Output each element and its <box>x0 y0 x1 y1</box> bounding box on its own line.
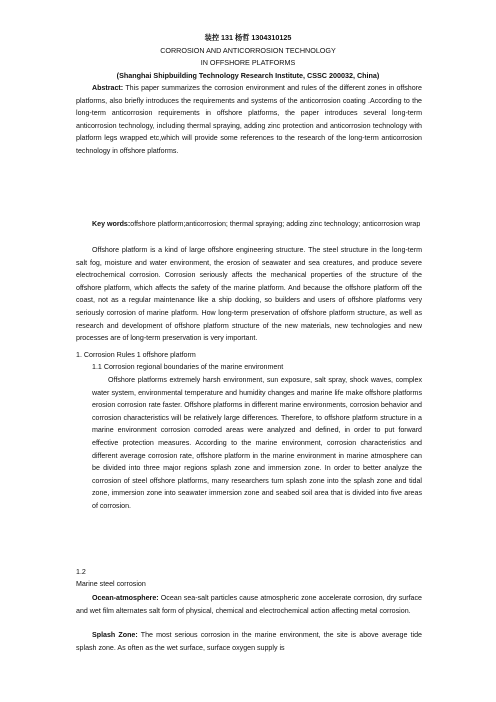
splash-zone-label: Splash Zone: <box>92 631 138 639</box>
abstract-label: Abstract: <box>92 84 124 92</box>
abstract-text: This paper summarizes the corrosion environment and rules of the different zones in offshore platforms, also briefly introduces the requirements and systems of the anticorrosion coating .According to the long-term anticorrosion requirements in offshore platforms, the paper introduces several long-term anticorrosion technology, including thermal spraying, adding zinc protection and anticorrosion technology with platform legs wrapped etc,which will provide some references to the research of the long-term anticorrosion technology in offshore platforms. <box>76 84 422 155</box>
splash-zone-paragraph <box>76 629 422 654</box>
section-1-2-heading: Marine steel corrosion <box>76 580 146 588</box>
ocean-atmosphere-text: Ocean sea-salt particles cause atmospheric zone accelerate corrosion, dry surface and wet film alternates salt form of physical, chemical and electrochemical action affecting metal corrosion. <box>76 594 422 615</box>
section-1-1-text: Offshore platforms extremely harsh environment, sun exposure, salt spray, shock waves, complex water system, environmental temperature and humidity changes and marine life make offshore platforms erosion corrosion rate faster. Offshore platforms in different marine environments, corrosion behavior and corrosion characteristics will be relatively large differences. Therefore, to offshore platform structure in a marine environment corrosion corroded areas were analyzed and defined, in order to put forward effective protection measures. According to the marine environment, corrosion characteristics and different average corrosion rate, offshore platform in the marine environment in marine atmosphere can be divided into three major regions splash zone and immersion zone. In order to better analyze the corrosion of steel offshore platforms, many researchers turn splash zone into the splash zone and tidal zone, immersion zone into seawater immersion zone and seabed soil area that is divided into five areas of corrosion. <box>92 376 422 510</box>
section-1-heading: 1. Corrosion Rules 1 offshore platform <box>76 351 196 359</box>
keywords-paragraph <box>76 218 422 231</box>
keywords-label: Key words: <box>92 220 131 228</box>
section-1-1-heading: 1.1 Corrosion regional boundaries of the marine environment <box>92 363 284 371</box>
author-line: 装控 131 杨哲 1304310125 <box>204 33 292 42</box>
title-line-1: CORROSION AND ANTICORROSION TECHNOLOGY <box>160 46 336 55</box>
abstract-paragraph <box>76 82 422 158</box>
splash-zone-text: The most serious corrosion in the marine environment, the site is above average tide splash zone. As often as the wet surface, surface oxygen supply is <box>76 631 422 652</box>
title-line-2: IN OFFSHORE PLATFORMS <box>200 58 296 67</box>
intro-text: Offshore platform is a kind of large offshore engineering structure. The steel structure in the long-term salt fog, moisture and water environment, the erosion of seawater and sea creatures, and produce severe electrochemical corrosion. Corrosion seriously affects the mechanical properties of the structure of the offshore platform, which affects the safety of the marine platform. And because the offshore platform off the coast, not as a regular maintenance like a ship docking, so builders and users of offshore platforms very seriously corrosion of marine platform. How long-term preservation of offshore platform structure, as well as research and development of offshore platform structure of the new materials, new technologies and new processes are of long-term preservation is very important. <box>76 246 422 343</box>
institute-line: (Shanghai Shipbuilding Technology Research Institute, CSSC 200032, China) <box>116 71 380 80</box>
section-1-1-paragraph <box>92 374 422 513</box>
section-1-2-number: 1.2 <box>76 568 86 576</box>
ocean-atmosphere-paragraph <box>76 592 422 617</box>
intro-paragraph <box>76 244 422 345</box>
ocean-atmosphere-label: Ocean-atmosphere: <box>92 594 159 602</box>
keywords-text: offshore platform;anticorrosion; thermal spraying; adding zinc technology; anticorrosion wrap <box>130 220 421 228</box>
